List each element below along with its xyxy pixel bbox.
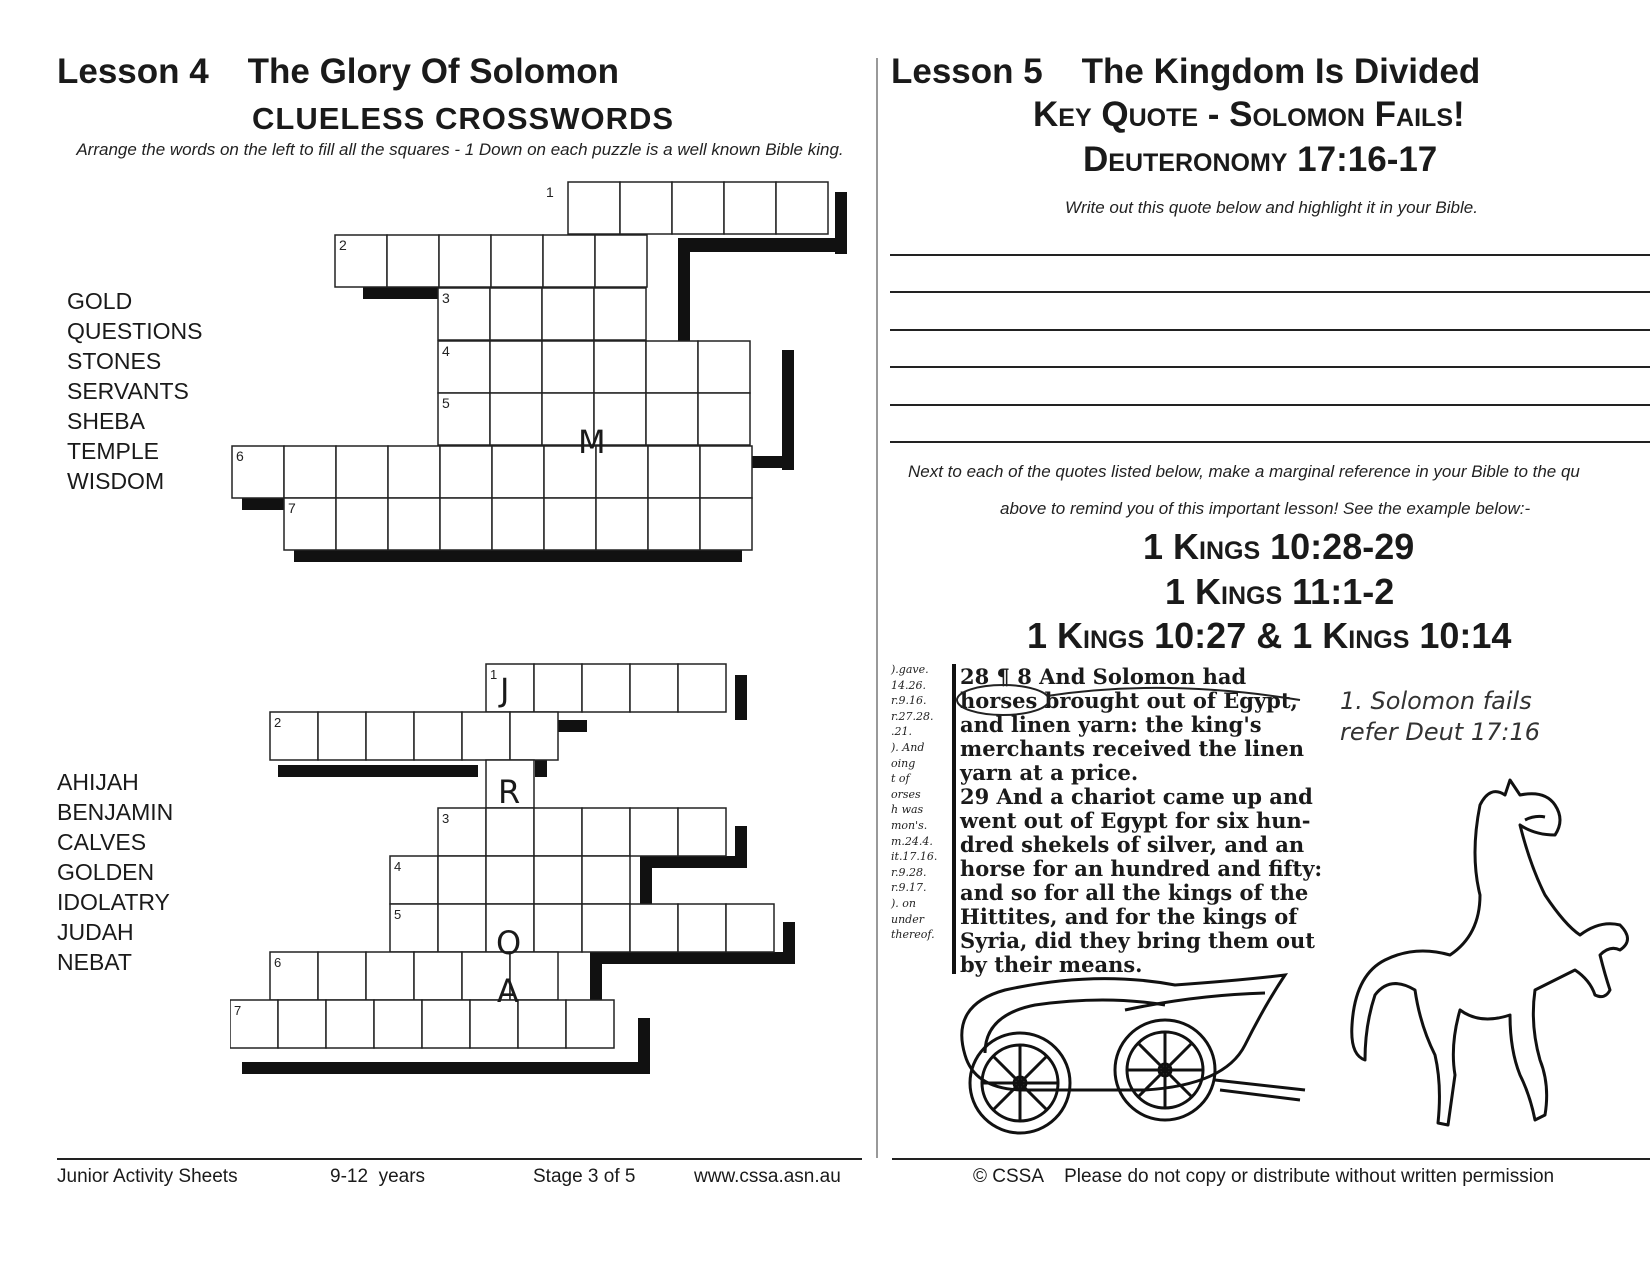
crossword-cell[interactable] — [698, 393, 750, 445]
crossword-cell[interactable] — [568, 182, 620, 234]
crossword-cell[interactable] — [439, 235, 491, 287]
crossword-cell[interactable] — [630, 808, 678, 856]
clue-number: 4 — [442, 343, 450, 359]
crossword-instructions: Arrange the words on the left to fill all the squares - 1 Down on each puzzle is a well known Bible king. — [76, 140, 844, 159]
key-quote-heading: Key Quote - Solomon Fails! — [1033, 95, 1465, 134]
marginal-instruction-1: Next to each of the quotes listed below, make a marginal reference in your Bible to the qu — [908, 462, 1580, 481]
crossword-cell[interactable] — [318, 712, 366, 760]
crossword-cell[interactable] — [648, 498, 700, 550]
crossword-cell[interactable] — [492, 446, 544, 498]
crossword-cell[interactable] — [534, 664, 582, 712]
given-letter-O: O — [496, 924, 522, 962]
crossword-cell[interactable] — [414, 952, 462, 1000]
word-item: QUESTIONS — [67, 318, 203, 344]
verse-line: 28 ¶ 8 And Solomon had — [960, 664, 1247, 689]
crossword-subtitle: CLUELESS CROSSWORDS — [252, 101, 675, 136]
crossword-cell[interactable] — [566, 1000, 614, 1048]
crossword-cell[interactable] — [492, 498, 544, 550]
clue-number: 7 — [234, 1003, 242, 1018]
margin-ref: .21. — [891, 725, 912, 739]
clue-number: 5 — [442, 395, 450, 411]
margin-ref: thereof. — [891, 928, 935, 942]
margin-ref: t of — [891, 772, 910, 786]
margin-ref: ). And — [891, 740, 925, 754]
margin-ref: oing — [891, 756, 916, 770]
crossword-cell[interactable] — [620, 182, 672, 234]
crossword-cell[interactable] — [486, 856, 534, 904]
crossword-cell[interactable] — [678, 904, 726, 952]
verse-line: and so for all the kings of the — [960, 880, 1309, 905]
crossword-cell[interactable] — [284, 446, 336, 498]
crossword-grid-2[interactable] — [230, 660, 810, 1090]
margin-ref: m.24.4. — [891, 834, 933, 848]
reference-3: 1 Kings 10:27 & 1 Kings 10:14 — [1027, 615, 1512, 656]
crossword-cell[interactable] — [678, 808, 726, 856]
margin-ref: h was — [891, 803, 924, 817]
footer-ages: 9-12 years — [330, 1166, 426, 1187]
footer-stage: Stage 3 of 5 — [533, 1166, 636, 1187]
crossword-grid-1[interactable] — [230, 180, 850, 600]
left-footer-rule — [57, 1158, 862, 1160]
clue-number: 6 — [236, 448, 244, 464]
reference-2: 1 Kings 11:1-2 — [1165, 571, 1395, 612]
handwritten-margin-note — [1340, 686, 1540, 748]
writing-line[interactable] — [890, 366, 1650, 368]
horse-illustration — [1330, 775, 1640, 1145]
word-item: JUDAH — [57, 919, 134, 945]
verse-line: went out of Egypt for six hun- — [960, 808, 1311, 833]
crossword-cell[interactable] — [582, 808, 630, 856]
clue-number: 2 — [339, 237, 347, 253]
crossword-cell[interactable] — [700, 498, 752, 550]
crossword-cell[interactable] — [387, 235, 439, 287]
clue-number: 1 — [490, 667, 498, 682]
crossword-cell[interactable] — [438, 856, 486, 904]
lesson4-title: Lesson 4 The Glory Of Solomon — [57, 52, 620, 91]
crossword-cell[interactable] — [630, 904, 678, 952]
word-item: SHEBA — [67, 408, 145, 434]
crossword-cell[interactable] — [491, 235, 543, 287]
verse-line: Syria, did they bring them out — [960, 928, 1315, 953]
crossword-cell[interactable] — [595, 235, 647, 287]
clue-number: 4 — [394, 859, 402, 874]
write-instruction: Write out this quote below and highlight it in your Bible. — [1065, 198, 1478, 217]
crossword-cell[interactable] — [490, 288, 542, 340]
crossword-cell[interactable] — [440, 446, 492, 498]
clue-number: 3 — [442, 290, 450, 306]
crossword-cell[interactable] — [726, 904, 774, 952]
note-line: 1. Solomon fails — [1340, 687, 1532, 715]
crossword-cell[interactable] — [336, 446, 388, 498]
crossword-cell[interactable] — [278, 1000, 326, 1048]
word-item: AHIJAH — [57, 769, 139, 795]
crossword-cell[interactable] — [672, 182, 724, 234]
word-item: WISDOM — [67, 468, 165, 494]
crossword-cell[interactable] — [596, 498, 648, 550]
verse-line: by their means. — [960, 952, 1143, 977]
crossword-cell[interactable] — [414, 712, 462, 760]
clue-number: 5 — [394, 907, 402, 922]
given-letter-R: R — [498, 773, 521, 811]
word-item: CALVES — [57, 829, 147, 855]
verse-line: merchants received the linen — [960, 736, 1305, 761]
crossword-cell[interactable] — [594, 341, 646, 393]
crossword-cell[interactable] — [366, 712, 414, 760]
crossword-cell[interactable] — [422, 1000, 470, 1048]
crossword-cell[interactable] — [698, 341, 750, 393]
margin-ref: r.9.16. — [891, 694, 927, 708]
crossword-cell[interactable] — [388, 498, 440, 550]
crossword-cell[interactable] — [776, 182, 828, 234]
margin-ref: 14.26. — [891, 678, 926, 692]
crossword-cell[interactable] — [462, 712, 510, 760]
word-item: SERVANTS — [67, 378, 189, 404]
marginal-instruction-2: above to remind you of this important lesson! See the example below:- — [1000, 499, 1531, 518]
crossword-cell[interactable] — [594, 288, 646, 340]
given-letter-J: J — [500, 671, 510, 709]
clue-number: 3 — [442, 811, 450, 826]
crossword-cell[interactable] — [374, 1000, 422, 1048]
footer-series: Junior Activity Sheets — [57, 1166, 238, 1187]
clue-number: 6 — [274, 955, 282, 970]
crossword-cell[interactable] — [510, 712, 558, 760]
margin-ref: r.9.17. — [891, 881, 927, 895]
verse-line: Hittites, and for the kings of — [960, 904, 1298, 929]
writing-line[interactable] — [890, 254, 1650, 256]
word-item: TEMPLE — [67, 438, 160, 464]
crossword-cell[interactable] — [542, 288, 594, 340]
crossword-cell[interactable] — [534, 856, 582, 904]
margin-ref: it.17.16. — [891, 850, 938, 864]
bible-margin-references — [891, 662, 937, 943]
word-item: BENJAMIN — [57, 799, 174, 825]
margin-ref: mon's. — [891, 818, 928, 832]
crossword-cell[interactable] — [700, 446, 752, 498]
crossword-cell[interactable] — [542, 341, 594, 393]
crossword-cell[interactable] — [336, 498, 388, 550]
crossword-cell[interactable] — [490, 393, 542, 445]
crossword-cell[interactable] — [318, 952, 366, 1000]
margin-ref: r.27.28. — [891, 709, 934, 723]
verse-line: 29 And a chariot came up and — [960, 784, 1313, 809]
key-quote-reference: Deuteronomy 17:16-17 — [1083, 140, 1438, 179]
word-item: NEBAT — [57, 949, 132, 975]
margin-ref: ). on — [891, 896, 916, 910]
verse-line: horses brought out of Egypt, — [960, 688, 1298, 713]
crossword-cell[interactable] — [630, 664, 678, 712]
crossword-cell[interactable] — [440, 498, 492, 550]
writing-line[interactable] — [890, 404, 1650, 406]
crossword-cell[interactable] — [543, 235, 595, 287]
crossword-cell[interactable] — [388, 446, 440, 498]
word-item: IDOLATRY — [57, 889, 170, 915]
crossword-cell[interactable] — [490, 341, 542, 393]
crossword-cell[interactable] — [646, 393, 698, 445]
verse-line: yarn at a price. — [960, 760, 1139, 785]
clue-number: 2 — [274, 715, 282, 730]
crossword-cell[interactable] — [544, 498, 596, 550]
crossword-cell[interactable] — [486, 808, 534, 856]
crossword-cell[interactable] — [724, 182, 776, 234]
puzzle1-word-list — [67, 286, 202, 496]
clue-number: 7 — [288, 500, 296, 516]
crossword-cell[interactable] — [438, 904, 486, 952]
given-letter-M: M — [578, 423, 606, 461]
reference-1: 1 Kings 10:28-29 — [1143, 526, 1415, 567]
given-letter-A: A — [497, 972, 519, 1010]
verse-line: horse for an hundred and fifty: — [960, 856, 1323, 881]
margin-ref: under — [891, 912, 924, 926]
clue-number: 1 — [546, 184, 554, 200]
word-item: GOLD — [67, 288, 133, 314]
crossword-cell[interactable] — [648, 446, 700, 498]
crossword-cell[interactable] — [582, 904, 630, 952]
crossword-cell[interactable] — [582, 856, 630, 904]
crossword-cell[interactable] — [534, 808, 582, 856]
right-footer-rule — [892, 1158, 1650, 1160]
crossword-cell[interactable] — [534, 904, 582, 952]
note-line: refer Deut 17:16 — [1340, 718, 1541, 746]
crossword-cell[interactable] — [326, 1000, 374, 1048]
margin-ref: orses — [891, 787, 921, 801]
word-item: STONES — [67, 348, 162, 374]
horses-circle-annotation — [955, 678, 1355, 738]
crossword-cell[interactable] — [366, 952, 414, 1000]
crossword-cell[interactable] — [518, 1000, 566, 1048]
word-item: GOLDEN — [57, 859, 155, 885]
copyright-notice: © CSSA Please do not copy or distribute without written permission — [973, 1166, 1555, 1187]
crossword-cell[interactable] — [646, 341, 698, 393]
chariot-illustration — [945, 965, 1325, 1145]
crossword-cell[interactable] — [678, 664, 726, 712]
verse-line: dred shekels of silver, and an — [960, 832, 1305, 857]
crossword-cell[interactable] — [582, 664, 630, 712]
writing-line[interactable] — [890, 329, 1650, 331]
verse-line: and linen yarn: the king's — [960, 712, 1262, 737]
writing-line[interactable] — [890, 291, 1650, 293]
lesson5-title: Lesson 5 The Kingdom Is Divided — [891, 52, 1481, 91]
writing-line[interactable] — [890, 441, 1650, 443]
page-divider — [876, 58, 878, 1158]
margin-ref: r.9.28. — [891, 865, 927, 879]
footer-website[interactable]: www.cssa.asn.au — [694, 1166, 841, 1187]
margin-ref: ).gave. — [891, 663, 929, 676]
puzzle2-word-list — [57, 767, 173, 977]
